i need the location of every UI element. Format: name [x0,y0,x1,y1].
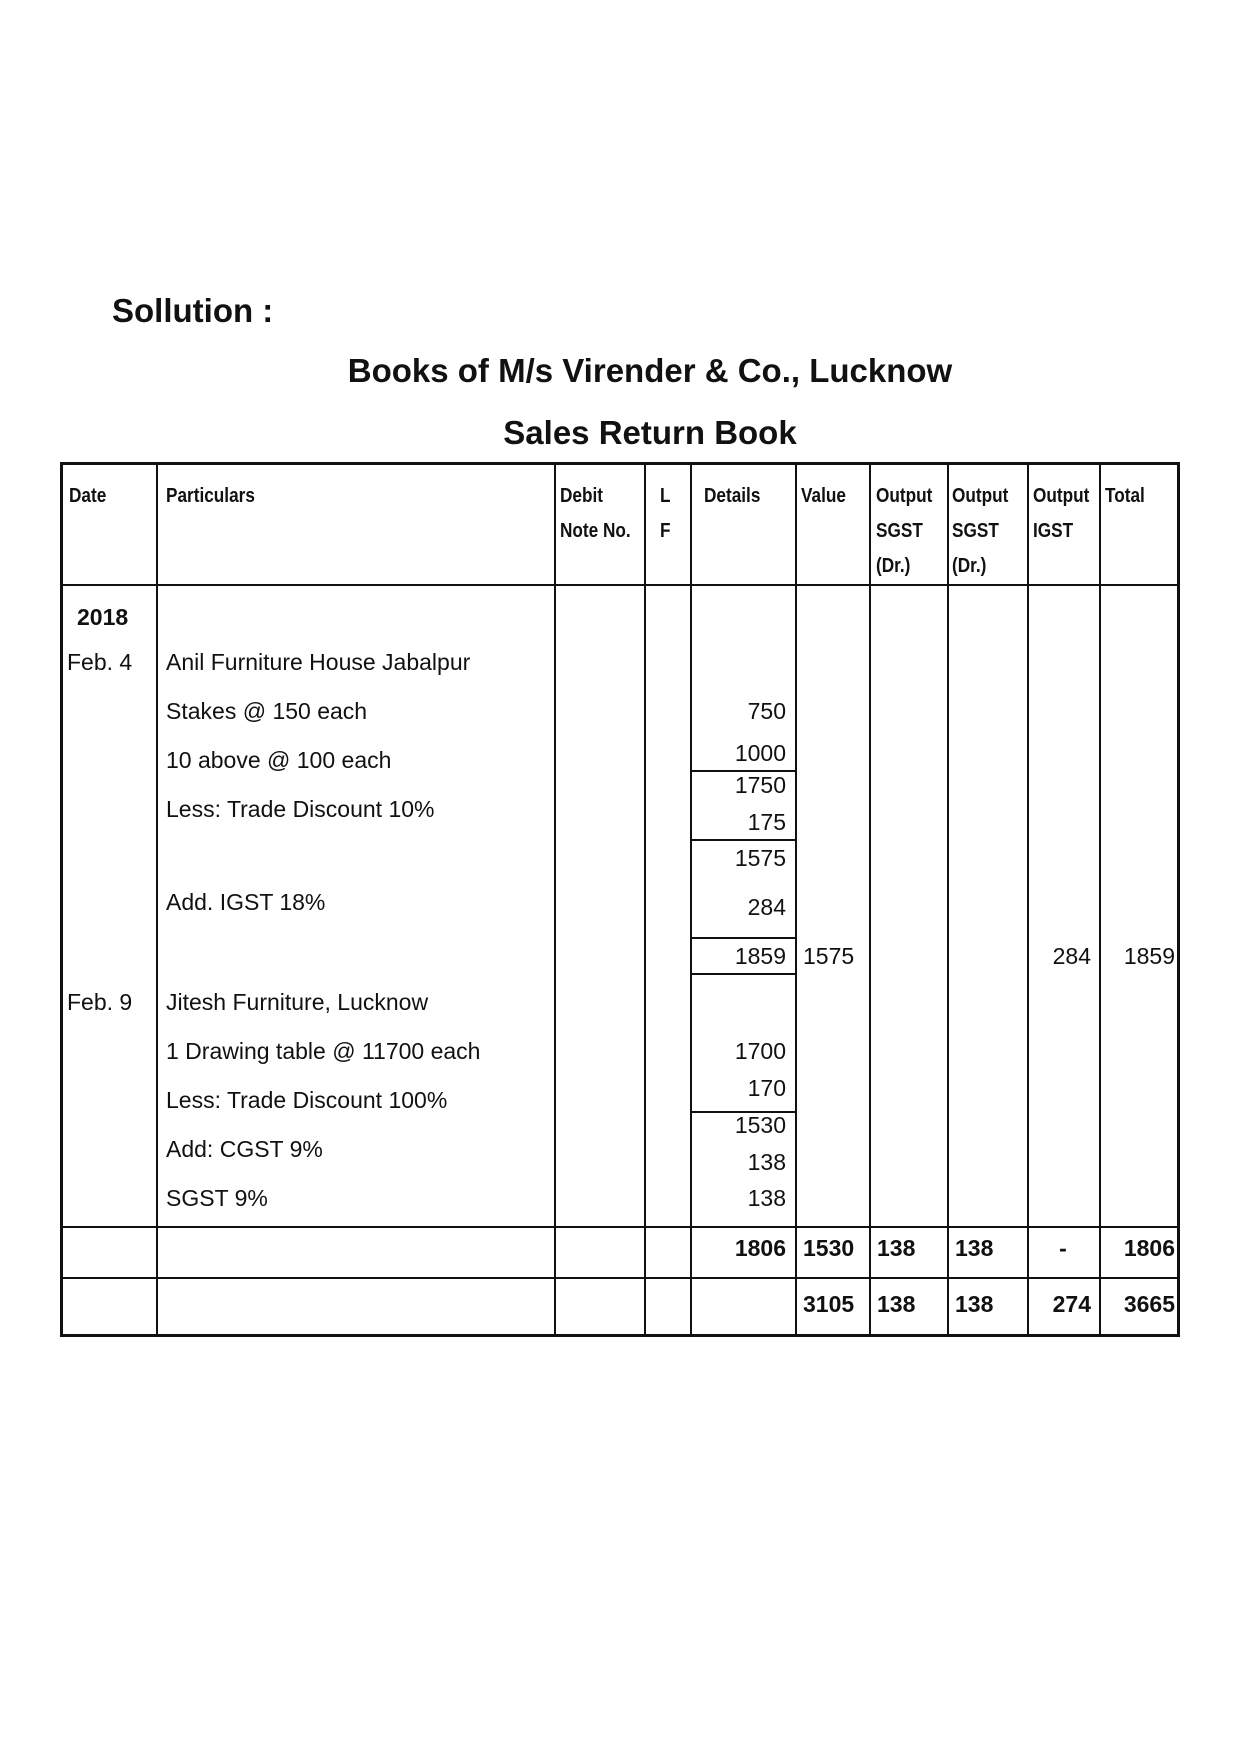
entry-date: Feb. 4 [67,649,133,675]
sgst-cell: 138 [955,1235,994,1261]
entry-party: Anil Furniture House Jabalpur [166,649,471,675]
total-cell: 1806 [1123,1235,1175,1261]
subtotal-line [690,937,795,939]
header-divider [63,584,1177,586]
solution-heading: Sollution : [112,292,274,329]
year: 2018 [77,604,129,630]
sgst-cell: 138 [877,1235,916,1261]
header-lf: L F [660,485,671,542]
entry-line: Stakes @ 150 each [166,698,368,724]
column-divider [156,465,158,1334]
entry-line: Add: CGST 9% [166,1136,323,1162]
detail-amount: 175 [747,809,786,835]
header-output-igst: Output IGST [1033,485,1090,542]
subtotal-line [690,973,795,975]
detail-total: 1859 [734,943,786,969]
book-name: Sales Return Book [503,414,797,451]
detail-subtotal: 1530 [734,1112,786,1138]
column-divider [1027,465,1029,1334]
value-cell: 1575 [803,943,855,969]
grand-total-sgst: 138 [955,1291,994,1317]
row-divider [63,1226,1177,1228]
header-details: Details [704,485,761,507]
subtotal-line [690,839,795,841]
detail-amount: 284 [747,894,786,920]
detail-subtotal: 1575 [734,845,786,871]
entry-line: Add. IGST 18% [166,889,326,915]
detail-amount: 170 [747,1075,786,1101]
igst-cell: - [1059,1235,1067,1261]
header-output-sgst-2: Output SGST (Dr.) [952,485,1009,577]
detail-subtotal: 1750 [734,772,786,798]
header-total: Total [1105,485,1145,507]
detail-amount: 750 [747,698,786,724]
entry-line: 1 Drawing table @ 11700 each [166,1038,481,1064]
header-value: Value [801,485,846,507]
column-divider [869,465,871,1334]
column-divider [554,465,556,1334]
grand-total-value: 3105 [803,1291,855,1317]
detail-amount: 1700 [734,1038,786,1064]
header-particulars: Particulars [166,485,255,507]
sales-return-book-table [60,462,1180,1337]
grand-total: 3665 [1123,1291,1175,1317]
detail-amount: 138 [747,1185,786,1211]
detail-total: 1806 [734,1235,786,1261]
entry-line: Less: Trade Discount 10% [166,796,435,822]
header-date: Date [69,485,107,507]
column-divider [947,465,949,1334]
header-output-sgst-1: Output SGST (Dr.) [876,485,933,577]
entry-line: Less: Trade Discount 100% [166,1087,448,1113]
grand-total-sgst: 138 [877,1291,916,1317]
entry-party: Jitesh Furniture, Lucknow [166,989,429,1015]
column-divider [644,465,646,1334]
entry-line: SGST 9% [166,1185,268,1211]
entry-line: 10 above @ 100 each [166,747,392,773]
header-debit-note: Debit Note No. [560,485,631,542]
column-divider [795,465,797,1334]
books-title: Books of M/s Virender & Co., Lucknow [347,352,953,389]
total-cell: 1859 [1123,943,1175,969]
value-cell: 1530 [803,1235,855,1261]
row-divider [63,1277,1177,1279]
igst-cell: 284 [1052,943,1091,969]
grand-total-igst: 274 [1052,1291,1091,1317]
detail-amount: 1000 [734,740,786,766]
column-divider [1099,465,1101,1334]
entry-date: Feb. 9 [67,989,133,1015]
detail-amount: 138 [747,1149,786,1175]
